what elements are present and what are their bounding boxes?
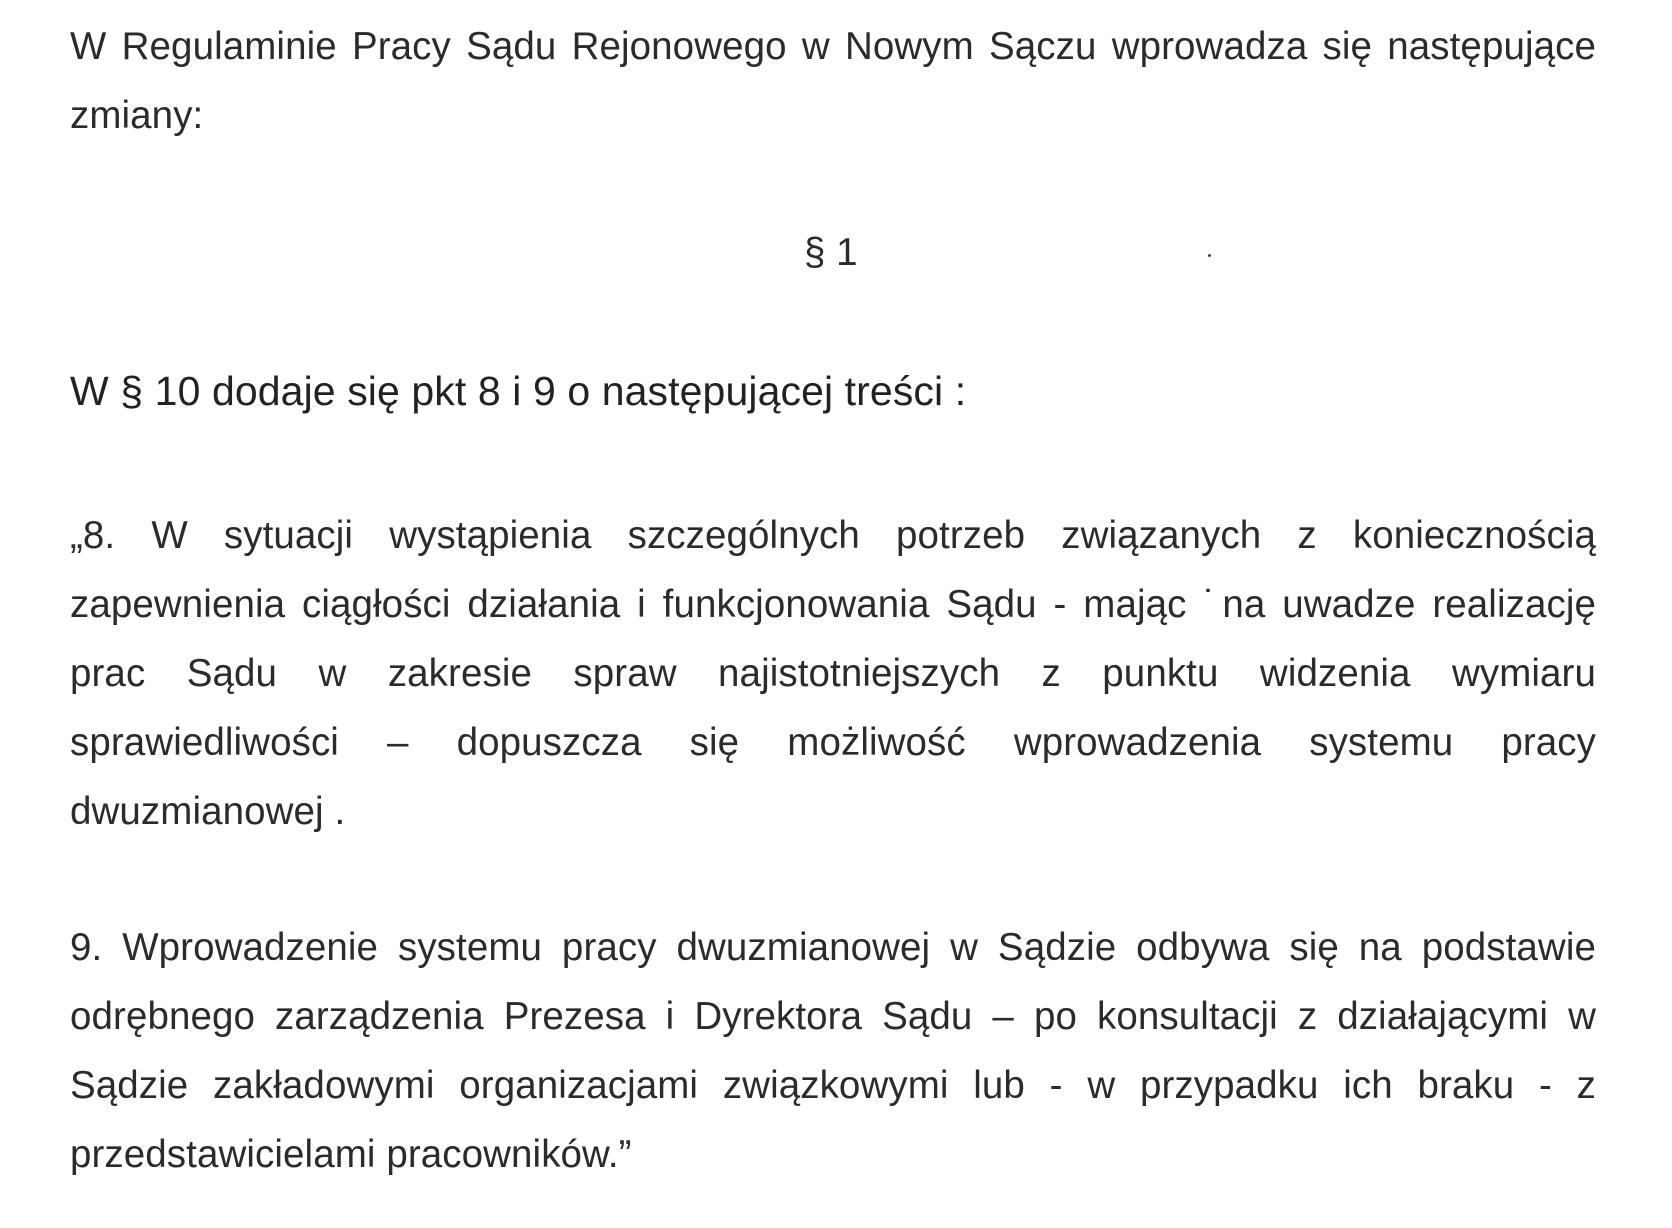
amendment-lead-paragraph: W § 10 dodaje się pkt 8 i 9 o następującej treści : — [70, 368, 967, 414]
section-heading: § 1 — [804, 231, 858, 274]
point-9-paragraph: 9. Wprowadzenie systemu pracy dwuzmianowej w Sądzie odbywa się na podstawie odrębnego zarządzenia Prezesa i Dyrektora Sądu – po konsultacji z działającymi w Sądzie zakładowymi organizacjami związkowymi lub - w przypadku ich braku - z przedstawicielami pracowników.” — [70, 926, 1596, 1176]
intro-paragraph: W Regulaminie Pracy Sądu Rejonowego w Nowym Sączu wprowadza się następujące zmiany: — [70, 25, 1596, 137]
point-8-paragraph: „8. W sytuacji wystąpienia szczególnych potrzeb związanych z koniecznością zapewnienia ciągłości działania i funkcjonowania Sądu - mając ˙na uwadze realizację prac Sądu w zakresie spraw najistotniejszych z punktu widzenia wymiaru sprawiedliwości – dopuszcza się możliwość wprowadzenia systemu pracy dwuzmianowej . — [70, 514, 1596, 833]
stray-dot-mark — [1208, 254, 1211, 257]
